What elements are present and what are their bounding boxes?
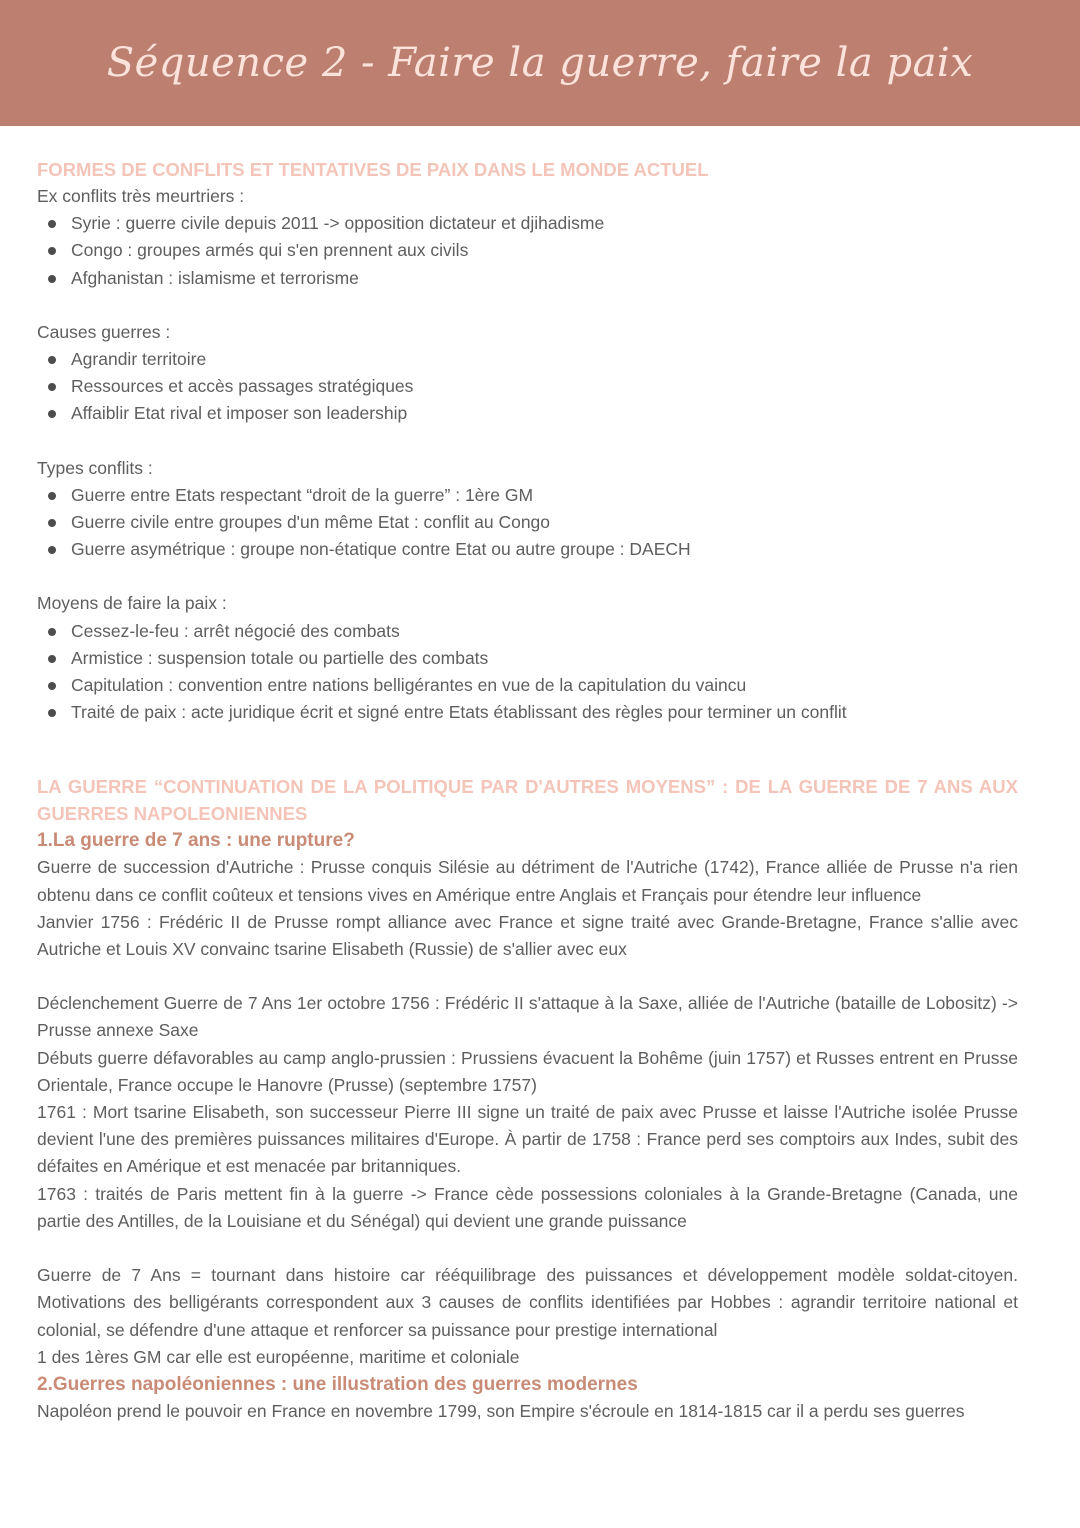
list-item: Syrie : guerre civile depuis 2011 -> opposition dictateur et djihadisme <box>37 210 1018 237</box>
bullet-list <box>37 210 1018 292</box>
list-item: Traité de paix : acte juridique écrit et signé entre Etats établissant des règles pour terminer un conflit <box>37 699 1018 726</box>
list-item: Capitulation : convention entre nations belligérantes en vue de la capitulation du vaincu <box>37 672 1018 699</box>
paragraph: Débuts guerre défavorables au camp anglo-prussien : Prussiens évacuent la Bohême (juin 1757) et Russes entrent en Prusse Orientale, France occupe le Hanovre (Prusse) (septembre 1757) <box>37 1047 1018 1095</box>
bullet-list <box>37 482 1018 564</box>
group-intro: Moyens de faire la paix : <box>37 593 227 614</box>
subsection-title: 1.La guerre de 7 ans : une rupture? <box>37 830 355 852</box>
list-item: Ressources et accès passages stratégiques <box>37 373 1018 400</box>
list-item: Guerre civile entre groupes d'un même Etat : conflit au Congo <box>37 509 1018 536</box>
section-heading: FORMES DE CONFLITS ET TENTATIVES DE PAIX DANS LE MONDE ACTUEL <box>37 159 709 180</box>
paragraph: Janvier 1756 : Frédéric II de Prusse rompt alliance avec France et signe traité avec Grande-Bretagne, France s'allie avec Autriche et Louis XV convainc tsarine Elisabeth (Russie) de s'allier avec eux <box>37 911 1018 960</box>
paragraph: Napoléon prend le pouvoir en France en novembre 1799, son Empire s'écroule en 1814-1815 car il a perdu ses guerres <box>37 1400 965 1421</box>
list-item: Guerre asymétrique : groupe non-étatique contre Etat ou autre groupe : DAECH <box>37 536 1018 563</box>
subsection-title: 2.Guerres napoléoniennes : une illustration des guerres modernes <box>37 1373 638 1395</box>
paragraph: Guerre de 7 Ans = tournant dans histoire car rééquilibrage des puissances et développement modèle soldat-citoyen. Motivations des belligérants correspondent aux 3 causes de conflits identifiées par Hobbes : agrandir territoire national et colonial, se défendre d'une attaque et renforcer sa puissance pour prestige international <box>37 1265 1018 1340</box>
section-heading: LA GUERRE “CONTINUATION DE LA POLITIQUE PAR D'AUTRES MOYENS” : DE LA GUERRE DE 7 ANS AUX GUERRES NAPOLEONIENNES <box>37 776 1018 825</box>
paragraph: Guerre de succession d'Autriche : Prusse conquis Silésie au détriment de l'Autriche (1742), France alliée de Prusse n'a rien obtenu dans ce conflit coûteux et tensions vives en Amérique entre Anglais et Français pour étendre leur influence <box>37 857 1018 905</box>
group-intro: Ex conflits très meurtriers : <box>37 186 245 206</box>
list-item: Afghanistan : islamisme et terrorisme <box>37 265 1018 292</box>
list-item: Agrandir territoire <box>37 346 1018 373</box>
bullet-list <box>37 618 1018 727</box>
bullet-list <box>37 346 1018 428</box>
page-title: Séquence 2 - Faire la guerre, faire la paix <box>106 40 974 86</box>
document-body <box>0 126 1080 1425</box>
paragraph: 1761 : Mort tsarine Elisabeth, son successeur Pierre III signe un traité de paix avec Prusse et laisse l'Autriche isolée Prusse devient l'une des premières puissances militaires d'Europe. À partir de 1758 : France perd ses comptoirs aux Indes, subit des défaites en Amérique et est menacée par britanniques. <box>37 1102 1018 1177</box>
header-banner <box>0 0 1080 126</box>
paragraph: 1763 : traités de Paris mettent fin à la guerre -> France cède possessions coloniales à la Grande-Bretagne (Canada, une partie des Antilles, de la Louisiane et du Sénégal) qui devient une grande puissance <box>37 1183 1018 1231</box>
list-item: Guerre entre Etats respectant “droit de la guerre” : 1ère GM <box>37 482 1018 509</box>
list-item: Cessez-le-feu : arrêt négocié des combats <box>37 618 1018 645</box>
paragraph: 1 des 1ères GM car elle est européenne, maritime et coloniale <box>37 1346 520 1367</box>
group-intro: Types conflits : <box>37 457 153 478</box>
list-item: Affaiblir Etat rival et imposer son leadership <box>37 400 1018 427</box>
list-item: Armistice : suspension totale ou partielle des combats <box>37 645 1018 672</box>
group-intro: Causes guerres : <box>37 321 171 342</box>
paragraph: Déclenchement Guerre de 7 Ans 1er octobre 1756 : Frédéric II s'attaque à la Saxe, alliée de l'Autriche (bataille de Lobositz) -> Prusse annexe Saxe <box>37 993 1018 1041</box>
list-item: Congo : groupes armés qui s'en prennent aux civils <box>37 237 1018 264</box>
